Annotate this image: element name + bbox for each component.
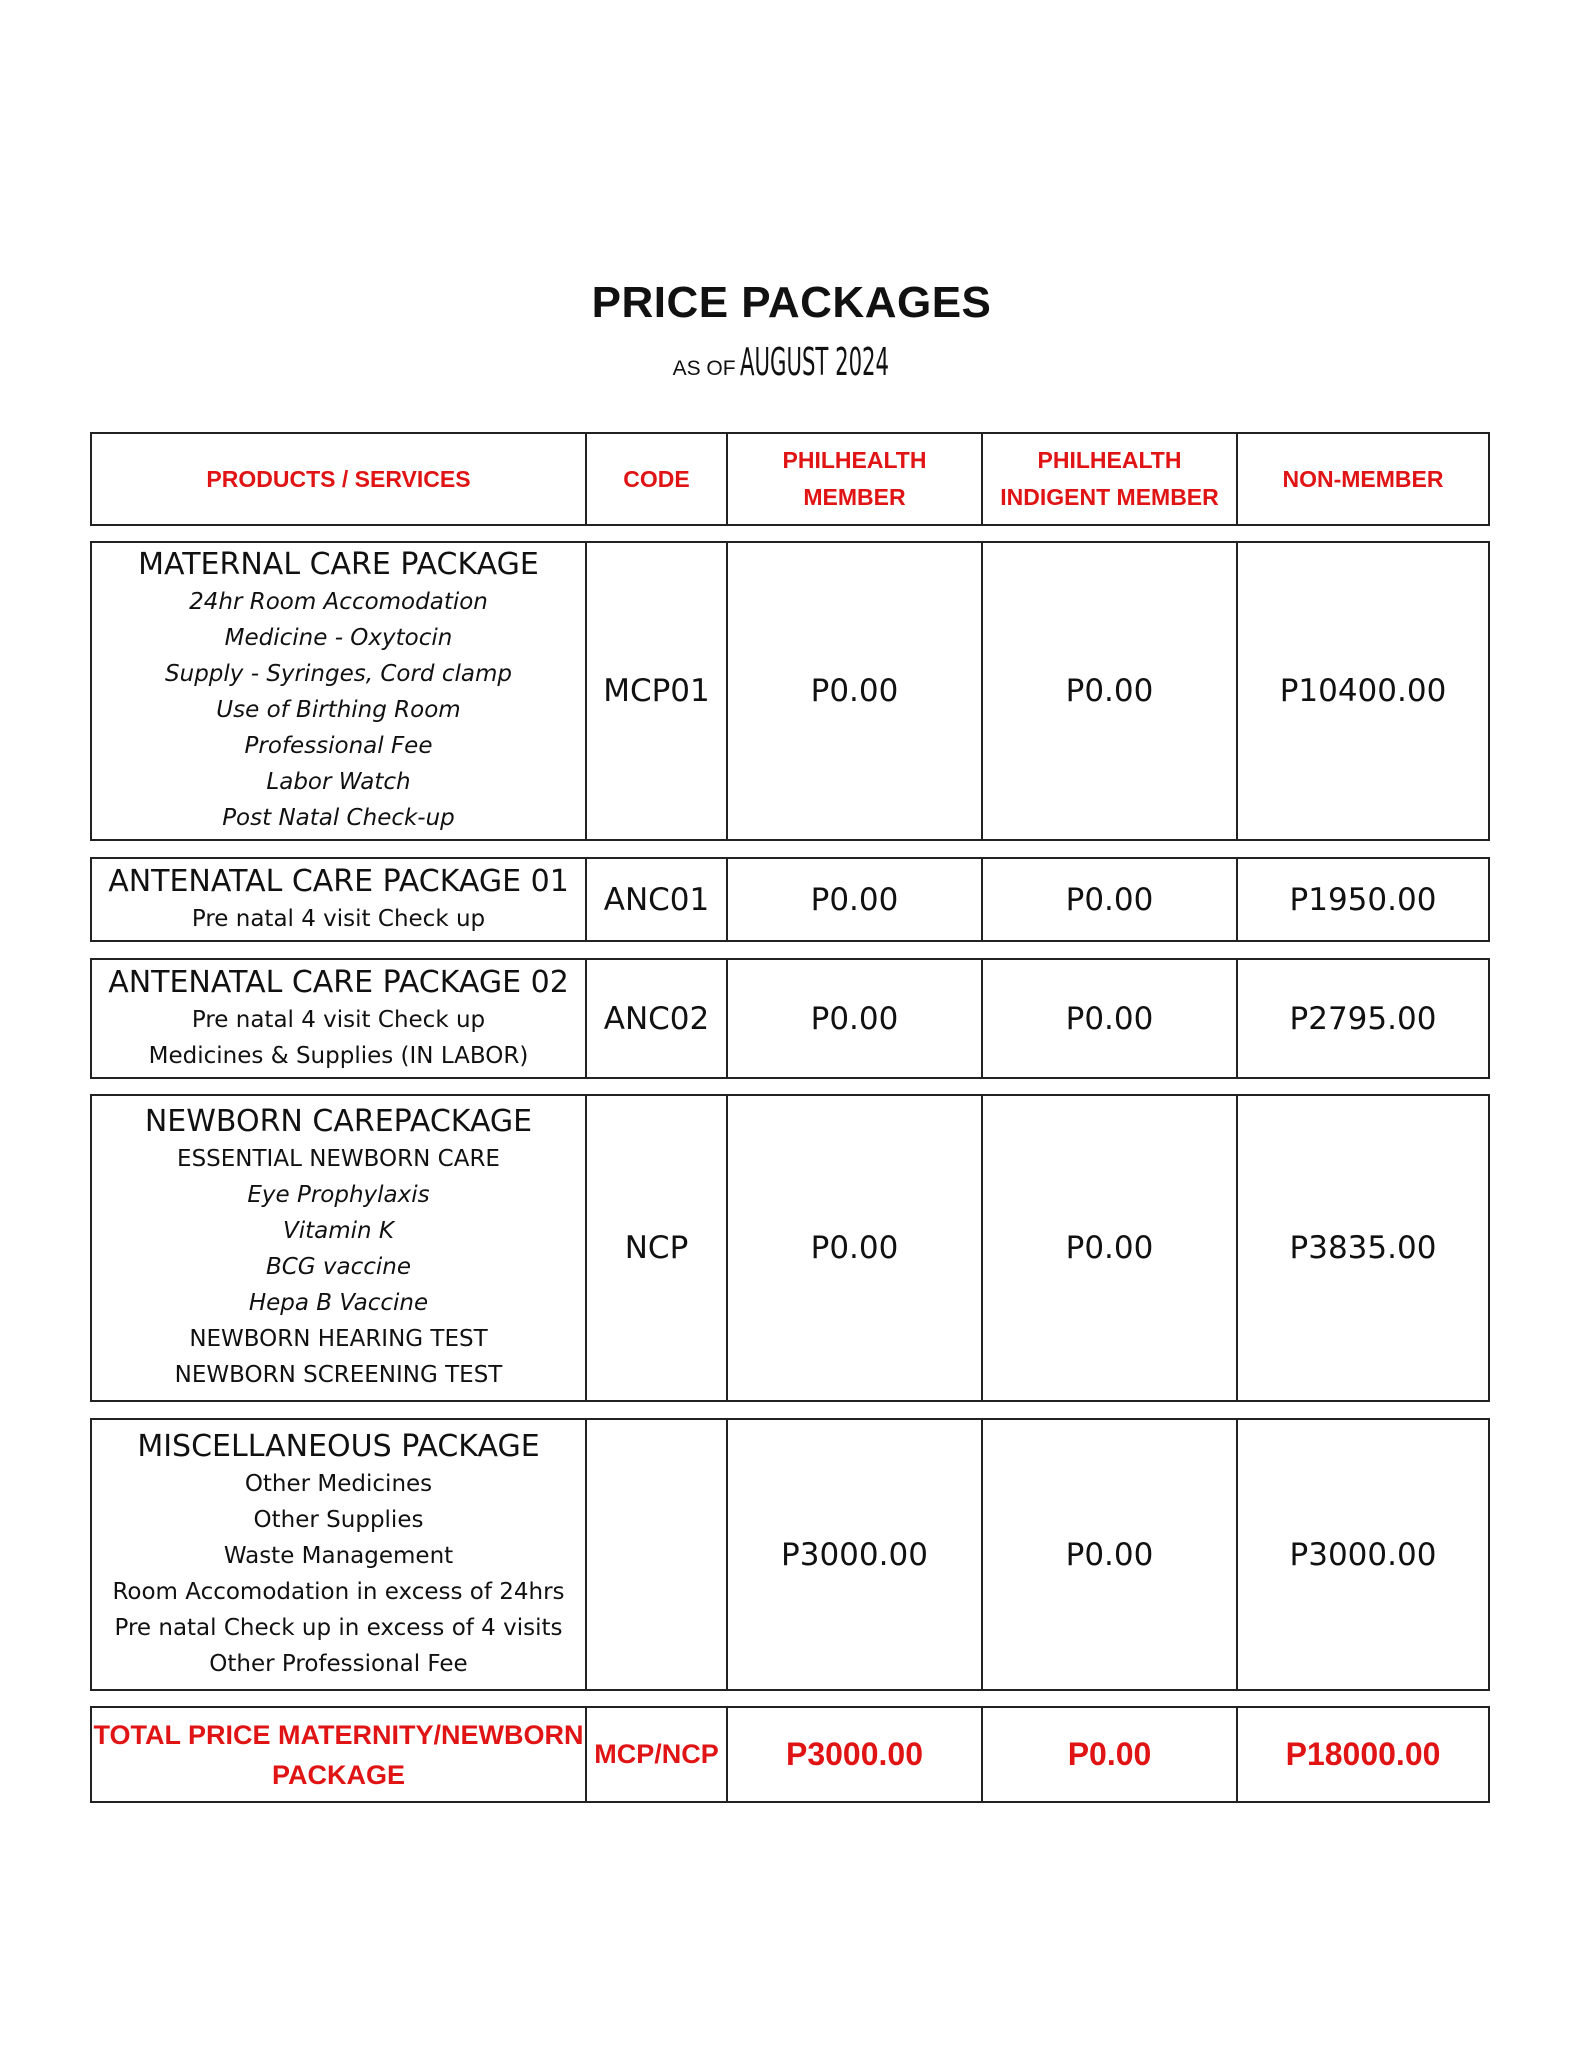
package-item: ESSENTIAL NEWBORN CARE (177, 1146, 500, 1172)
header-products: PRODUCTS / SERVICES (92, 434, 587, 524)
package-item: Room Accomodation in excess of 24hrs (112, 1578, 565, 1605)
price-member: P0.00 (728, 960, 983, 1077)
package-name: ANTENATAL CARE PACKAGE 02 (108, 964, 569, 1000)
package-code: MCP01 (587, 543, 728, 839)
package-item: Medicines & Supplies (IN LABOR) (148, 1042, 529, 1069)
package-item: NEWBORN HEARING TEST (189, 1326, 488, 1352)
package-name: ANTENATAL CARE PACKAGE 01 (108, 863, 569, 899)
total-indigent: P0.00 (983, 1708, 1238, 1801)
table-row-total (90, 1706, 1490, 1803)
page-title: PRICE PACKAGES (591, 278, 992, 327)
as-of-label: AS OF (672, 357, 736, 380)
header-philhealth-member: PHILHEALTH MEMBER (728, 434, 983, 524)
package-name: MATERNAL CARE PACKAGE (138, 547, 539, 582)
price-non-member: P2795.00 (1289, 1000, 1437, 1037)
total-member: P3000.00 (728, 1708, 983, 1801)
package-item: Waste Management (223, 1542, 454, 1569)
package-item: Professional Fee (244, 733, 433, 759)
header-philhealth-indigent: PHILHEALTH INDIGENT MEMBER (983, 434, 1238, 524)
total-non-member: P18000.00 (1285, 1736, 1441, 1772)
price-indigent: P0.00 (983, 1420, 1238, 1689)
package-code: NCP (587, 1096, 728, 1400)
package-item: Medicine - Oxytocin (224, 625, 453, 651)
price-non-member: P3835.00 (1289, 1230, 1437, 1266)
total-label: TOTAL PRICE MATERNITY/NEWBORN PACKAGE (92, 1708, 587, 1801)
package-item: Pre natal 4 visit Check up (191, 1006, 486, 1033)
price-member: P3000.00 (728, 1420, 983, 1689)
package-item: Post Natal Check-up (222, 805, 455, 831)
package-item: Supply - Syringes, Cord clamp (165, 661, 512, 687)
package-description (92, 1420, 587, 1689)
price-member: P0.00 (728, 1096, 983, 1400)
package-item: Other Supplies (253, 1506, 424, 1533)
package-code: ANC01 (587, 859, 728, 940)
price-member: P0.00 (728, 859, 983, 940)
table-row-antenatal-01 (90, 857, 1490, 942)
package-item: 24hr Room Accomodation (189, 589, 488, 615)
header-non-member: NON-MEMBER (1282, 465, 1444, 492)
package-item: Other Professional Fee (209, 1650, 468, 1677)
table-row-maternal (90, 541, 1490, 841)
package-item: Labor Watch (266, 769, 411, 795)
package-code (587, 1420, 728, 1689)
package-item: BCG vaccine (265, 1254, 412, 1280)
package-item: Pre natal Check up in excess of 4 visits (114, 1614, 563, 1641)
table-row-newborn (90, 1094, 1490, 1402)
package-item: Eye Prophylaxis (247, 1182, 430, 1208)
as-of-date: AUGUST 2024 (740, 340, 890, 384)
price-indigent: P0.00 (983, 960, 1238, 1077)
package-description (92, 543, 587, 839)
package-item: NEWBORN SCREENING TEST (174, 1362, 503, 1388)
price-indigent: P0.00 (983, 859, 1238, 940)
package-item: Pre natal 4 visit Check up (191, 905, 486, 932)
page-subtitle (0, 340, 1583, 384)
package-name: NEWBORN CAREPACKAGE (144, 1104, 533, 1139)
price-non-member: P10400.00 (1279, 673, 1447, 709)
package-item: Vitamin K (282, 1218, 394, 1244)
table-header-row (90, 432, 1490, 526)
total-code: MCP/NCP (587, 1708, 728, 1801)
table-row-antenatal-02 (90, 958, 1490, 1079)
package-description (92, 859, 587, 940)
package-item: Hepa B Vaccine (248, 1290, 429, 1316)
table-row-miscellaneous (90, 1418, 1490, 1691)
price-member: P0.00 (728, 543, 983, 839)
price-indigent: P0.00 (983, 1096, 1238, 1400)
price-non-member: P1950.00 (1289, 881, 1437, 918)
package-item: Use of Birthing Room (216, 697, 461, 723)
package-item: Other Medicines (244, 1470, 433, 1497)
price-non-member: P3000.00 (1289, 1536, 1437, 1573)
package-name: MISCELLANEOUS PACKAGE (137, 1428, 540, 1464)
price-indigent: P0.00 (983, 543, 1238, 839)
package-description (92, 960, 587, 1077)
header-code: CODE (587, 434, 728, 524)
package-code: ANC02 (587, 960, 728, 1077)
package-description (92, 1096, 587, 1400)
